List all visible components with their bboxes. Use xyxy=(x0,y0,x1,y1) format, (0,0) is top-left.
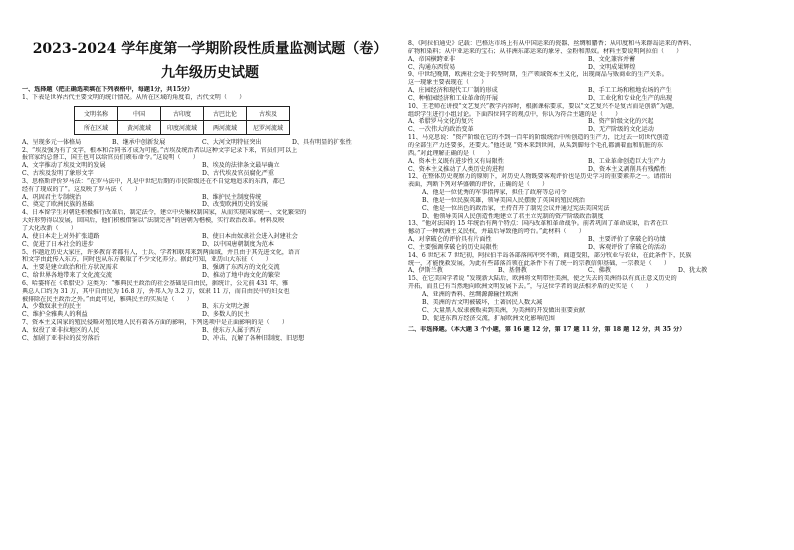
q6-options-row2 xyxy=(22,311,402,319)
table-cell: 两河流域 xyxy=(204,120,247,134)
option[interactable]: D、改变欧洲历史的发展 xyxy=(202,201,268,209)
option[interactable]: A、帝国横跨亚非 xyxy=(408,55,456,63)
q15-line: 开拓，而且已有当然地向欧洲文明发展下去。”，与这位学者的说法相矛盾的史实是（ ） xyxy=(408,283,652,291)
section1-heading: 一、选择题（把正确选项填在下列表格中，每题1分，共15分） xyxy=(22,86,194,93)
option[interactable]: C、资本主义推动了人类历史的进程 xyxy=(408,165,505,173)
option[interactable]: D、以中国唐朝制度为范本 xyxy=(202,240,274,248)
option[interactable]: C、奠定了欧洲民族的基础 xyxy=(22,201,94,209)
q7-line: 7、资本主义国家的殖民侵略对殖民地人民有着各方面的影响，下列选项中是正面影响的是（ ） xyxy=(22,319,288,327)
option[interactable]: B、使东方人属于西方 xyxy=(202,326,262,334)
table-cell: 所在区域 xyxy=(75,120,118,134)
option[interactable]: C、大河文明特征突出 xyxy=(202,138,262,146)
q8-options-row2 xyxy=(408,64,788,72)
table-cell: 古印度 xyxy=(161,106,204,120)
q14-line: 14、6 世纪末 7 世纪初，阿拉伯半岛各部落间冲突不断，商道受阻，部分牧业与农业，在此条件下，民族 xyxy=(408,251,692,259)
option[interactable]: D、资本主义剥削具有残酷性 xyxy=(588,165,667,173)
q10-line: 10、王老师在讲授“文艺复兴”教学内容时，根据课标要求，要以“文艺复兴不是复古而是创新”为题， xyxy=(408,102,679,110)
option[interactable]: B、埃及的法律条文最早确立 xyxy=(202,162,280,170)
q2-options-row1 xyxy=(22,162,402,170)
q2-line: 2、“埃及强为有了文字，根本和合同书才成为可能。”古埃及统治者以这种文字记录下来，官员们可以上 xyxy=(22,146,298,154)
option[interactable]: D、推动了地中海文化的繁荣 xyxy=(202,272,281,280)
q11-line: 的全部生产力还要多，还要大。”他还说 “资本来到世间，从头到脚每个毛孔都滴着血和肮脏的东 xyxy=(408,141,663,149)
option[interactable]: C、促进了日本社会的进步 xyxy=(22,240,94,248)
option[interactable]: C、种植园经济和工业革命的开展 xyxy=(408,94,498,102)
option[interactable]: D、冲击、瓦解了各种旧制度、旧思想 xyxy=(202,334,305,342)
q11-options-row2 xyxy=(408,166,788,174)
table-cell: 古埃及 xyxy=(247,106,290,120)
q7-options-row2 xyxy=(22,335,402,343)
table-row xyxy=(75,120,290,134)
option[interactable]: C、佛教 xyxy=(588,267,611,275)
q4-line: 大好形势得以发展，回国后，他们积极借鉴以“法制完善”的唐朝为楷模，实行政治改革。材料反映 xyxy=(22,217,285,225)
table-cell: 黄河流域 xyxy=(118,120,161,134)
q4-line: 4、日本留学生对朝廷积极推行改革后，制定法令，建立中央集权制国家，从而实现国家统一、文化繁荣的 xyxy=(22,209,307,217)
q1-options xyxy=(22,139,402,147)
q3-options-row2 xyxy=(22,201,402,209)
option[interactable]: B、美洲的古文明被破坏，土著居民人数大减 xyxy=(422,298,543,306)
option[interactable]: D、犹太教 xyxy=(678,267,708,275)
q9-line: 这一现象主要表现在（ ） xyxy=(408,79,488,87)
option[interactable]: C、给世界各地带来了文化流交流 xyxy=(22,272,112,280)
option[interactable]: A、奴役了亚非拉地区的人民 xyxy=(22,326,100,334)
option[interactable]: D、古代埃及官员腐化严重 xyxy=(202,170,274,178)
page-title: 2023-2024 学年度第一学期阶段性质量监测试题（卷） xyxy=(32,41,388,57)
option[interactable]: A、对拿破仑的评价具有片面性 xyxy=(408,236,492,244)
q2-options-row2 xyxy=(22,170,402,178)
option[interactable]: D、客观评价了拿破仑的活动 xyxy=(588,243,667,251)
q5-line: 5、作题近历史大家庄，许多教育者都有人，士兵、学者和联邦来到两面域，并且由于其先进文化，语言 xyxy=(22,248,301,256)
q12-line: 表面，判断下列对华盛顿的评价，正确的是（ ） xyxy=(408,181,549,189)
option[interactable]: A、伊斯兰教 xyxy=(408,267,443,275)
q11-line: 西。”对此理解正确的是（ ） xyxy=(408,149,494,157)
table-cell: 文明名称 xyxy=(75,106,118,120)
option[interactable]: C、加剧了亚非拉的贫穷落后 xyxy=(22,334,100,342)
option[interactable]: C、大量黑人奴隶被贩卖到美洲，为美洲的开发做出重要贡献 xyxy=(422,306,586,314)
option[interactable]: A、呈现多元一体格局 xyxy=(22,138,82,146)
q4-line: 了大化改新（ ） xyxy=(22,224,77,232)
q4-options-row1 xyxy=(22,233,402,241)
q13-options-row2 xyxy=(408,244,788,252)
q14-options xyxy=(408,267,788,275)
option[interactable]: B、使日本由奴隶社会进入封建社会 xyxy=(202,232,298,240)
option[interactable]: A、庄园经济和现代工厂制的形成 xyxy=(408,87,498,95)
q9-options-row1 xyxy=(408,87,788,95)
q3-line: 3、思格斯评价罗马法：“在罗马法中，凡是中世纪后期的市民阶级还在不自觉地追求的东西，都已 xyxy=(22,177,285,185)
option[interactable]: B、东方文明之源 xyxy=(202,303,250,311)
q10-options-row2 xyxy=(408,126,788,134)
option[interactable]: A、主要是建立政治和仕方状况需求 xyxy=(22,264,118,272)
option[interactable]: A、文字推动了埃及文明的发展 xyxy=(22,162,106,170)
option[interactable]: B、工业革命创造巨大生产力 xyxy=(588,157,666,165)
q8-line: 8、《阿拉伯通史》记载：巴格达市场上有从中国运来的瓷器、丝绸和麝香；从印度和马来群岛运来的香料、 xyxy=(408,40,696,47)
option[interactable]: C、主要强调拿破仑的历史局限性 xyxy=(408,243,498,251)
q9-options-row2 xyxy=(408,95,788,103)
q12-line: 12、在整体历史观察力的原则下，对历史人物既要客观评价也是历史学习的重要素养之一。请指出 xyxy=(408,173,672,181)
left-column xyxy=(22,86,402,343)
q3-line: 经有了现成的了”。这反映了罗马法（ ） xyxy=(22,185,141,193)
q11-line: 11、马克思说：“资产阶级在它的不到一百年的阶级统治中所创造的生产力，比过去一切世代创造 xyxy=(408,134,669,142)
option[interactable]: D、文明成果辉煌 xyxy=(588,63,636,71)
q14-line: 统一，才能挽救发展，为此有些部落首领在此条件下有了统一的宗教信仰基础，一宗教是（ ） xyxy=(408,259,671,267)
option[interactable]: C、古埃及发明了象形文字 xyxy=(22,170,94,178)
q11-options-row1 xyxy=(408,158,788,166)
option[interactable]: B、继承中创新发展 xyxy=(112,138,166,146)
option[interactable]: B、文化兼容并蓄 xyxy=(588,55,636,63)
section2-heading: 二、非选择题。（本大题 3 个小题，第 16 题 12 分，第 17 题 11 分，第 18 题 12 分，共 35 分） xyxy=(408,326,686,334)
option[interactable]: B、他是一位民族英雄，领导美国人民摆脱了英国的殖民统治 xyxy=(422,196,585,204)
q2-line: 报官家约总督工，国王也可以给官员们颁布命令。”这说明（ ） xyxy=(22,154,199,162)
option[interactable]: D、无产阶级的文化运动 xyxy=(588,126,654,134)
option[interactable]: D、工业化和专业化生产的出现 xyxy=(588,94,673,102)
option[interactable]: C、维护全雅典人的利益 xyxy=(22,311,88,319)
table-cell: 印度河流域 xyxy=(161,120,204,134)
option[interactable]: B、主要评价了拿破仑的功绩 xyxy=(588,236,666,244)
q10-line: 组织学生进行小组讨论。下面四位同学的观点中，你认为符合主题的是（ ） xyxy=(408,110,622,118)
option[interactable]: C、沟通东西贸易 xyxy=(408,63,456,71)
option[interactable]: A、巩固君主专制统治 xyxy=(22,193,82,201)
table-cell: 中国 xyxy=(118,106,161,120)
option[interactable]: B、强调了东西方的文化交流 xyxy=(202,264,280,272)
q8-options-row1 xyxy=(408,56,788,64)
q13-line: 13、“他对法国的 15 年统治有两个特点：国内改革和革命战争。前者巩固了革命成果，后者在巨 xyxy=(408,220,669,228)
q6-line: 典总人口约为 31 万，其中自由民为 16.8 万，外邦人为 3.2 万，奴隶 11 万，而自由民中的妇女也 xyxy=(22,287,290,295)
option[interactable]: D、具有明显的扩张性 xyxy=(292,138,352,146)
option[interactable]: D、他领导美国人民创造性地建立了君主立宪制的资产阶级政治制度 xyxy=(422,212,604,220)
page-subtitle: 九年级历史试题 xyxy=(161,65,259,81)
table-row xyxy=(75,106,290,120)
option[interactable]: B、维护民主制度传统 xyxy=(202,193,262,201)
q6-line: 被排除在民主政治之外。”由此可见，雅典民主的实质是（ ） xyxy=(22,295,193,303)
option[interactable]: A、使日本走上对外扩张道路 xyxy=(22,232,100,240)
option[interactable]: C、一次伟大的政治变革 xyxy=(408,126,474,134)
option[interactable]: A、资本主义既有进步性又有局限性 xyxy=(408,157,504,165)
q6-line: 6、哈霎将在《希腊史》这类为：“雅典民主政治的社会基础是自由民，据统计，公元前 431 年，雅 xyxy=(22,279,289,287)
q1-stem: 1、下表是世界古代主要文明的统计情况。从所在区域的角度看，古代文明（ ） xyxy=(22,93,246,101)
table-cell: 古巴比伦 xyxy=(204,106,247,120)
q13-line: 撼动了一种欧洲主义民权，并最后导致他的垮台。”此材料（ ） xyxy=(408,228,585,236)
option[interactable]: B、基督教 xyxy=(498,267,527,275)
option[interactable]: B、资产阶级文化的兴起 xyxy=(588,118,654,126)
q15-line: 15、在它美国学者说 “发现新大陆后，欧洲将文明带往美洲，使之失去的美洲得以有真正意义历史的 xyxy=(408,275,677,283)
q9-line: 9、中世纪晚期，欧洲社会处于转型时期，生产领域资本主义化，出现商品与贩商业的生产关系。 xyxy=(408,71,668,79)
table-cell: 尼罗河流域 xyxy=(247,120,290,134)
option[interactable]: B、手工工场和租地农场的产生 xyxy=(588,87,672,95)
option[interactable]: A、少数奴隶主的民主 xyxy=(22,303,82,311)
q5-options-row2 xyxy=(22,272,402,280)
q5-line: 和文字由此传入东方，同时也从东方吸取了不少文化养分。据此可知，亚历山大东征（ ） xyxy=(22,256,272,264)
civilization-table xyxy=(74,106,290,135)
option[interactable]: A、他是一位优秀的军事指挥家，担任了政府等总司令 xyxy=(422,189,567,197)
q8-line: 矿物和染料；从中亚运来的宝石；从非洲东部运来的象牙、金粉和黑奴。材料主要说明阿拉伯（ ） xyxy=(408,47,683,55)
q7-options-row1 xyxy=(22,327,402,335)
q13-options-row1 xyxy=(408,236,788,244)
q5-options-row1 xyxy=(22,264,402,272)
option[interactable]: D、多数人的民主 xyxy=(202,311,250,319)
option[interactable]: C、他是一位出色的政治家，主持召开了制宪会议并通过宪法美国宪法 xyxy=(422,204,610,212)
option[interactable]: A、希腊罗马文化的复兴 xyxy=(408,118,474,126)
right-column xyxy=(408,40,788,334)
option[interactable]: A、亚洲的香料、丝绸源源输往欧洲 xyxy=(422,291,518,298)
q4-options-row2 xyxy=(22,241,402,249)
option[interactable]: D、促进东西方经济交流，扩展欧洲文化影响范围 xyxy=(422,314,555,322)
